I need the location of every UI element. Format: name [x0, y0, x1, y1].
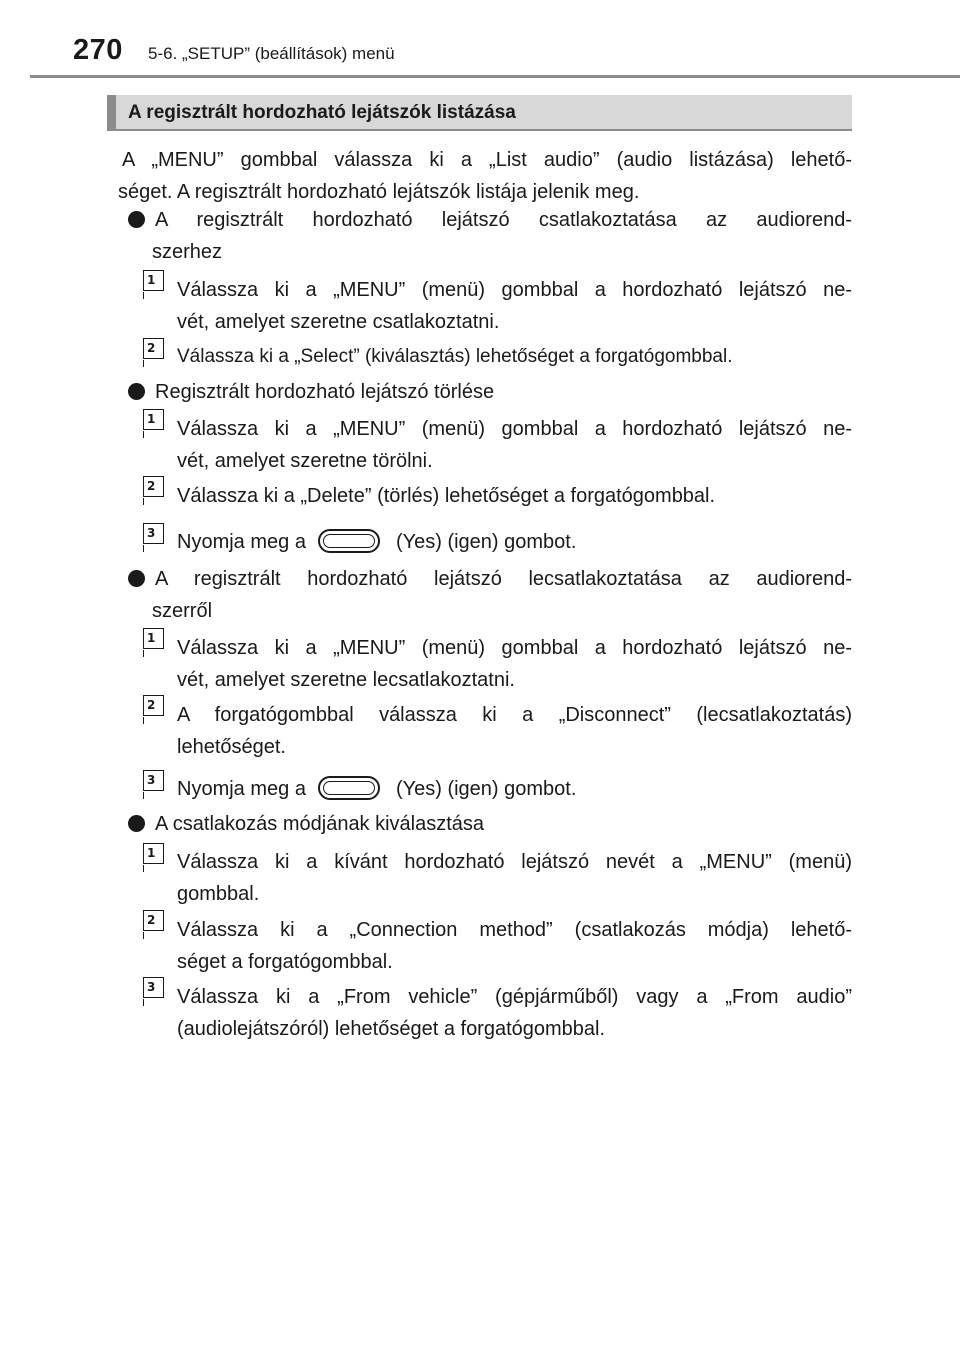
group-3-step-1-line-1: Válassza ki a „MENU” (menü) gombbal a hordozható lejátszó ne- — [177, 637, 852, 659]
group-3-step-2-line-1: A forgatógombbal válassza ki a „Disconnect” (lecsatlakoztatás) — [177, 704, 852, 726]
bullet-icon — [128, 570, 145, 587]
group-3-step-1-line-2: vét, amelyet szeretne lecsatlakoztatni. — [177, 669, 515, 691]
step-text-post: (Yes) (igen) gombot. — [395, 778, 577, 800]
group-3-title-line-1: A regisztrált hordozható lejátszó lecsatlakoztatása az audiorend- — [155, 568, 852, 590]
bullet-icon — [128, 211, 145, 228]
group-1-title-line-2: szerhez — [152, 241, 223, 263]
group-3-title-line-2: szerről — [152, 600, 213, 622]
step-number-badge: 2 — [143, 695, 164, 716]
step-text-post: (Yes) (igen) gombot. — [395, 531, 577, 553]
header-divider — [30, 75, 960, 78]
intro-line-1: A „MENU” gombbal válassza ki a „List audio” (audio listázása) lehető- — [122, 149, 852, 171]
step-text-pre: Nyomja meg a — [177, 531, 306, 553]
group-3-step-2-line-2: lehetőséget. — [177, 736, 286, 758]
section-heading-text: A regisztrált hordozható lejátszók listázása — [128, 102, 516, 123]
group-4-step-1-line-2: gombbal. — [177, 883, 260, 905]
step-number-badge: 3 — [143, 977, 164, 998]
group-2-step-1-line-2: vét, amelyet szeretne törölni. — [177, 450, 433, 472]
step-text-pre: Nyomja meg a — [177, 778, 306, 800]
group-4-step-3-line-1: Válassza ki a „From vehicle” (gépjárműből) vagy a „From audio” — [177, 986, 852, 1008]
group-4-step-3-line-2: (audiolejátszóról) lehetőséget a forgatógombbal. — [177, 1018, 606, 1040]
section-heading — [107, 95, 852, 131]
group-1-step-1-line-1: Válassza ki a „MENU” (menü) gombbal a hordozható lejátszó ne- — [177, 279, 852, 301]
step-number-badge: 1 — [143, 628, 164, 649]
group-2-step-1-line-1: Válassza ki a „MENU” (menü) gombbal a hordozható lejátszó ne- — [177, 418, 852, 440]
step-number-badge: 2 — [143, 338, 164, 359]
step-number-badge: 3 — [143, 770, 164, 791]
step-number-badge: 2 — [143, 476, 164, 497]
group-4-title: A csatlakozás módjának kiválasztása — [155, 813, 485, 835]
yes-button-icon — [318, 776, 380, 800]
header-section-title: 5-6. „SETUP” (beállítások) menü — [148, 44, 395, 63]
yes-button-icon — [318, 529, 380, 553]
page-number: 270 — [73, 34, 123, 66]
group-1-step-2-line-1: Válassza ki a „Select” (kiválasztás) lehetőséget a forgatógombbal. — [177, 346, 733, 367]
step-number-badge: 1 — [143, 409, 164, 430]
group-2-step-2-line-1: Válassza ki a „Delete” (törlés) lehetőséget a forgatógombbal. — [177, 485, 716, 507]
group-1-title-line-1: A regisztrált hordozható lejátszó csatlakoztatása az audiorend- — [155, 209, 852, 231]
group-4-step-2-line-1: Válassza ki a „Connection method” (csatlakozás módja) lehető- — [177, 919, 852, 941]
bullet-icon — [128, 815, 145, 832]
bullet-icon — [128, 383, 145, 400]
step-number-badge: 1 — [143, 270, 164, 291]
group-3-step-3 — [177, 773, 576, 805]
group-2-title: Regisztrált hordozható lejátszó törlése — [155, 381, 495, 403]
step-number-badge: 1 — [143, 843, 164, 864]
group-4-step-1-line-1: Válassza ki a kívánt hordozható lejátszó nevét a „MENU” (menü) — [177, 851, 852, 873]
group-4-step-2-line-2: séget a forgatógombbal. — [177, 951, 393, 973]
step-number-badge: 2 — [143, 910, 164, 931]
step-number-badge: 3 — [143, 523, 164, 544]
group-2-step-3 — [177, 526, 576, 558]
group-1-step-1-line-2: vét, amelyet szeretne csatlakoztatni. — [177, 311, 500, 333]
intro-line-2: séget. A regisztrált hordozható lejátszók listája jelenik meg. — [118, 181, 640, 203]
